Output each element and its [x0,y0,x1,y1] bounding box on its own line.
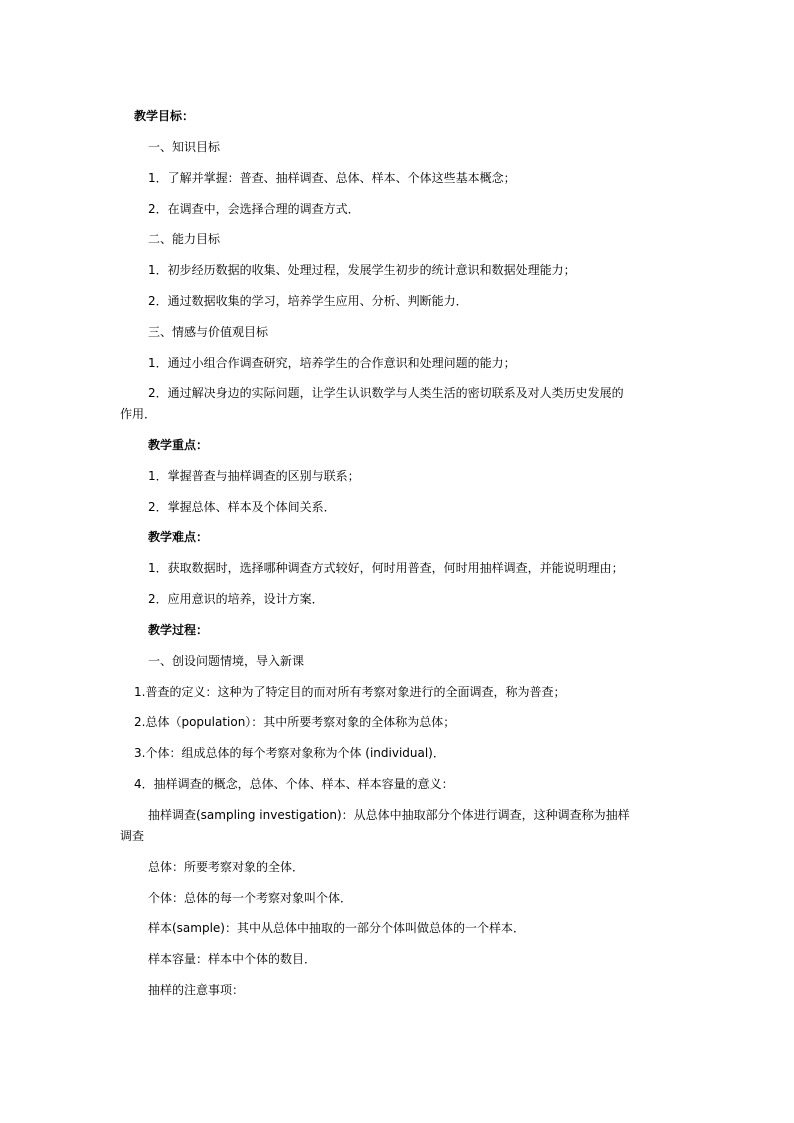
section-emotion-objectives: 三、情感与价值观目标 [148,325,269,339]
heading-teaching-process: 教学过程： [148,623,209,637]
ability-item-2: 2．通过数据收集的学习，培养学生应用、分析、判断能力． [148,294,468,308]
definition-population: 2.总体（population）：其中所要考察对象的全体称为总体； [134,715,456,729]
population-definition: 总体：所要考察对象的全体． [148,860,305,874]
sampling-investigation-line2: 调查 [120,829,145,843]
knowledge-item-1: 1．了解并掌握：普查、抽样调查、总体、样本、个体这些基本概念； [148,171,516,185]
difficulty-2: 2．应用意识的培养，设计方案． [148,592,324,606]
section-knowledge-objectives: 一、知识目标 [148,140,221,154]
sampling-notes-heading: 抽样的注意事项： [148,983,245,997]
sampling-investigation-line1: 抽样调查(sampling investigation)：从总体中抽取部分个体进行调查，这种调查称为抽样 [148,808,630,822]
difficulty-1: 1．获取数据时，选择哪种调查方式较好，何时用普查，何时用抽样调查，并能说明理由； [148,561,624,575]
heading-teaching-objectives: 教学目标： [134,109,195,123]
section-ability-objectives: 二、能力目标 [148,232,221,246]
heading-key-points: 教学重点： [148,438,209,452]
individual-definition: 个体：总体的每一个考察对象叫个体． [148,891,353,905]
definition-sampling-concepts: 4．抽样调查的概念，总体、个体、样本、样本容量的意义： [134,777,454,791]
emotion-item-2-line2: 作用． [120,407,157,421]
sample-size-definition: 样本容量：样本中个体的数目． [148,952,317,966]
ability-item-1: 1．初步经历数据的收集、处理过程，发展学生初步的统计意识和数据处理能力； [148,263,576,277]
sample-definition: 样本(sample)：其中从总体中抽取的一部分个体叫做总体的一个样本． [148,921,525,935]
emotion-item-1: 1．通过小组合作调查研究，培养学生的合作意识和处理问题的能力； [148,356,516,370]
key-point-1: 1．掌握普查与抽样调查的区别与联系； [148,469,360,483]
definition-individual: 3.个体：组成总体的每个考察对象称为个体 (individual)． [134,746,445,760]
emotion-item-2-line1: 2．通过解决身边的实际问题，让学生认识数学与人类生活的密切联系及对人类历史发展的 [148,386,624,400]
process-section-1-title: 一、创设问题情境，导入新课 [148,654,305,668]
heading-difficulties: 教学难点： [148,530,209,544]
key-point-2: 2．掌握总体、样本及个体间关系． [148,500,336,514]
knowledge-item-2: 2．在调查中，会选择合理的调查方式． [148,202,360,216]
definition-census: 1.普查的定义：这种为了特定目的而对所有考察对象进行的全面调查，称为普查； [134,685,566,699]
